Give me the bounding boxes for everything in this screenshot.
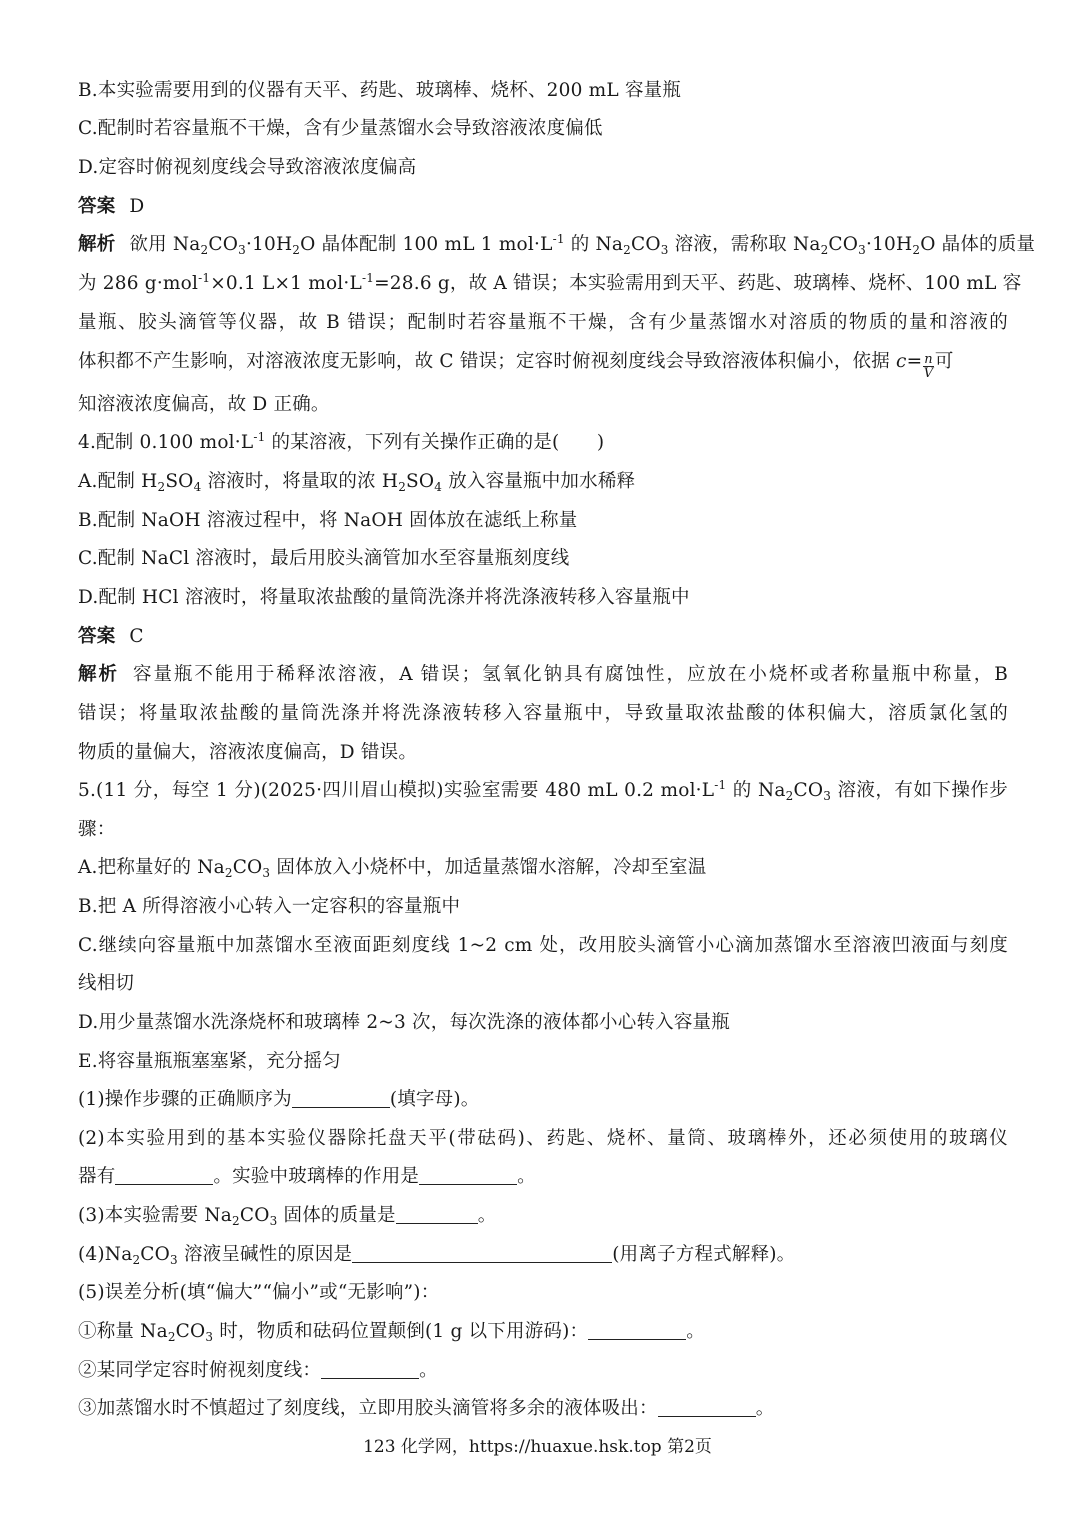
- q5-step-c-line-2: 线相切: [78, 973, 135, 994]
- q5-p2-mid: 。实验中玻璃棒的作用是: [213, 1166, 420, 1187]
- q5-p2-pre: 器有: [78, 1166, 116, 1187]
- analysis-label: 解析: [78, 234, 116, 255]
- text-segment: (3)本实验需要 Na: [78, 1205, 233, 1226]
- q3-option-d: D.定容时俯视刻度线会导致溶液浓度偏高: [78, 157, 417, 178]
- text-segment: ·10H: [245, 234, 293, 255]
- text-segment: 2: [785, 789, 794, 803]
- answer-blank-2a[interactable]: [115, 1166, 213, 1185]
- answer-blank-5a[interactable]: [588, 1321, 686, 1340]
- q3-analysis-line-2: [78, 271, 1022, 296]
- text-segment: CO: [208, 234, 239, 255]
- text-segment: -1: [198, 271, 211, 285]
- q5-e2-post: 。: [419, 1360, 438, 1381]
- answer-blank-2b[interactable]: [419, 1166, 517, 1185]
- text-segment: (4)Na: [78, 1244, 133, 1265]
- q5-p3-post: 。: [477, 1205, 497, 1226]
- answer-blank-3[interactable]: [396, 1205, 478, 1224]
- q5-p1-post: (填字母)。: [389, 1089, 480, 1110]
- q5-part-2-line-1: (2)本实验用到的基本实验仪器除托盘天平(带砝码)、药匙、烧杯、量筒、玻璃棒外，还必须使用的玻璃仪: [78, 1128, 1008, 1149]
- answer-label: 答案: [78, 196, 116, 217]
- text-segment: CO: [793, 780, 824, 801]
- fraction-denominator: V: [923, 366, 934, 381]
- answer-value: C: [129, 626, 144, 647]
- q3-analysis-line-1: [78, 232, 1036, 257]
- q5-p4-post: (用离子方程式解释)。: [612, 1244, 796, 1265]
- q4-analysis-line-3: 物质的量偏大，溶液浓度偏高，D 错误。: [78, 742, 418, 763]
- text-segment: CO: [232, 857, 263, 878]
- text-segment: O 晶体的质量: [920, 234, 1036, 255]
- q5-error-3: [78, 1397, 1008, 1421]
- text-segment: 3: [262, 866, 271, 880]
- q5-e1: [78, 1321, 588, 1342]
- text-segment: SO: [165, 471, 194, 492]
- text-segment: 4: [434, 480, 443, 494]
- q3-analysis-line-3: 量瓶、胶头滴管等仪器，故 B 错误；配制时若容量瓶不干燥，含有少量蒸馏水对溶质的物质的量和溶液的: [78, 312, 1008, 333]
- q4-analysis-line-1: [78, 663, 1008, 687]
- q4-option-d: D.配制 HCl 溶液时，将量取浓盐酸的量筒洗涤并将洗涤液转移入容量瓶中: [78, 587, 690, 608]
- text-segment: 2: [232, 1214, 240, 1228]
- text-segment: 溶液，需称取 Na: [668, 234, 821, 255]
- q3-a4-pre: 体积都不产生影响，对溶液浓度无影响，故 C 错误；定容时俯视刻度线会导致溶液体积偏小，依据: [78, 351, 897, 372]
- text-segment: 为 286 g·mol: [78, 273, 199, 294]
- answer-blank-5b[interactable]: [321, 1360, 419, 1379]
- text-segment: 放入容量瓶中加水稀释: [442, 471, 636, 492]
- fraction-numerator: n: [924, 352, 933, 367]
- q5-e3-post: 。: [755, 1398, 775, 1419]
- text-segment: 时，物质和砝码位置颠倒(1 g 以下用游码)：: [213, 1321, 589, 1342]
- text-segment: 2: [157, 480, 166, 494]
- q5-part-5: (5)误差分析(填“偏大”“偏小”或“无影响”)：: [78, 1282, 440, 1303]
- text-segment: CO: [631, 234, 661, 255]
- text-segment: 2: [398, 480, 407, 494]
- q4-stem: [78, 431, 1008, 455]
- text-segment: 4: [193, 480, 202, 494]
- text-segment: 欲用 Na: [129, 234, 201, 255]
- answer-value: D: [129, 196, 145, 217]
- q3-a4-post: 可: [934, 351, 954, 372]
- q5-step-d: D.用少量蒸馏水洗涤烧杯和玻璃棒 2~3 次，每次洗涤的液体都小心转入容量瓶: [78, 1012, 730, 1033]
- text-segment: 3: [205, 1330, 214, 1344]
- q5-p3: [78, 1205, 396, 1226]
- q5-error-2: [78, 1359, 1008, 1383]
- q5-p2-post: 。: [517, 1166, 536, 1187]
- text-segment: O 晶体配制 100 mL 1 mol·L: [300, 234, 553, 255]
- text-segment: 2: [623, 243, 632, 257]
- q5-step-a: [78, 856, 1008, 880]
- answer-blank-1[interactable]: [292, 1089, 390, 1108]
- text-segment: 2: [167, 1330, 176, 1344]
- q3-analysis-line-4: [78, 350, 1008, 380]
- text-segment: 3: [823, 789, 832, 803]
- text-segment: 2: [132, 1253, 141, 1267]
- text-segment: CO: [828, 234, 859, 255]
- text-segment: =28.6 g，故 A 错误；本实验需用到天平、药匙、玻璃棒、烧杯、100 mL 容: [374, 273, 1022, 294]
- text-segment: 2: [224, 866, 233, 880]
- text-segment: 3: [660, 243, 669, 257]
- q5-part-3: [78, 1204, 1008, 1228]
- text-segment: SO: [406, 471, 435, 492]
- q3-answer: [78, 195, 1008, 219]
- text-segment: A.把称量好的 Na: [78, 857, 225, 878]
- q5-e1-post: 。: [686, 1321, 705, 1342]
- text-segment: 固体的质量是: [277, 1205, 396, 1226]
- q4-a1: 容量瓶不能用于稀释浓溶液，A 错误；氢氧化钠具有腐蚀性，应放在小烧杯或者称量瓶中称量，B: [132, 664, 1008, 685]
- answer-label: 答案: [78, 626, 116, 647]
- text-segment: 3: [269, 1214, 278, 1228]
- text-segment: CO: [239, 1205, 270, 1226]
- text-segment: 3: [858, 243, 866, 257]
- q5-step-b: B.把 A 所得溶液小心转入一定容积的容量瓶中: [78, 896, 461, 917]
- text-segment: 5.(11 分，每空 1 分)(2025·四川眉山模拟)实验室需要 480 mL 0.2 mol·L: [78, 780, 715, 801]
- q4-answer: [78, 625, 1008, 649]
- q5-part-2-line-2: [78, 1165, 1008, 1189]
- q3-option-c: C.配制时若容量瓶不干燥，含有少量蒸馏水会导致溶液浓度偏低: [78, 118, 603, 139]
- text-segment: 2: [292, 243, 301, 257]
- text-segment: 4.配制 0.100 mol·L: [78, 432, 254, 453]
- text-segment: -1: [552, 232, 565, 246]
- q5-e3-pre: ③加蒸馏水时不慎超过了刻度线，立即用胶头滴管将多余的液体吸出：: [78, 1398, 658, 1419]
- q4-option-b: B.配制 NaOH 溶液过程中，将 NaOH 固体放在滤纸上称量: [78, 510, 578, 531]
- text-segment: ×0.1 L×1 mol·L: [210, 273, 362, 294]
- text-segment: ·10H: [866, 234, 913, 255]
- q5-stem-line-2: 骤：: [78, 819, 116, 840]
- q3-a1: [129, 234, 1035, 255]
- q5-error-1: [78, 1320, 1008, 1344]
- q5-part-4: [78, 1243, 1008, 1267]
- q5-part-1: [78, 1088, 1008, 1112]
- text-segment: 的某溶液，下列有关操作正确的是( ): [265, 432, 605, 453]
- q4-analysis-line-2: 错误；将量取浓盐酸的量筒洗涤并将洗涤液转移入容量瓶中，导致量取浓盐酸的体积偏大，溶质氯化氢的: [78, 703, 1008, 724]
- formula-fraction: [923, 353, 934, 380]
- text-segment: ①称量 Na: [78, 1321, 168, 1342]
- q5-p1-pre: (1)操作步骤的正确顺序为: [78, 1089, 292, 1110]
- text-segment: 2: [912, 243, 921, 257]
- text-segment: 的 Na: [564, 234, 624, 255]
- q5-step-c-line-1: C.继续向容量瓶中加蒸馏水至液面距刻度线 1~2 cm 处，改用胶头滴管小心滴加蒸馏水至溶液凹液面与刻度: [78, 935, 1008, 956]
- text-segment: CO: [175, 1321, 206, 1342]
- text-segment: 3: [238, 243, 246, 257]
- q5-step-e: E.将容量瓶瓶塞塞紧，充分摇匀: [78, 1051, 341, 1072]
- text-segment: 的 Na: [726, 780, 786, 801]
- analysis-label: 解析: [78, 664, 119, 685]
- text-segment: 固体放入小烧杯中，加适量蒸馏水溶解，冷却至室温: [270, 857, 707, 878]
- formula-c: c: [896, 351, 907, 372]
- answer-blank-4[interactable]: [352, 1244, 612, 1263]
- text-segment: A.配制 H: [78, 471, 158, 492]
- formula-eq: =: [906, 351, 923, 372]
- q4-option-a: [78, 470, 1008, 494]
- text-segment: 3: [170, 1253, 178, 1267]
- text-segment: -1: [362, 271, 375, 285]
- q3-option-b: B.本实验需要用到的仪器有天平、药匙、玻璃棒、烧杯、200 mL 容量瓶: [78, 80, 682, 101]
- answer-blank-5c[interactable]: [658, 1398, 756, 1417]
- q5-p4: [78, 1244, 352, 1265]
- text-segment: -1: [714, 778, 727, 792]
- text-segment: 溶液，有如下操作步: [831, 780, 1008, 801]
- page-footer: 123 化学网，https://huaxue.hsk.top 第2页: [363, 1437, 712, 1457]
- text-segment: CO: [140, 1244, 171, 1265]
- q5-e2-pre: ②某同学定容时俯视刻度线：: [78, 1360, 322, 1381]
- text-segment: 溶液呈碱性的原因是: [177, 1244, 353, 1265]
- q4-option-c: C.配制 NaCl 溶液时，最后用胶头滴管加水至容量瓶刻度线: [78, 548, 570, 569]
- q3-analysis-line-5: 知溶液浓度偏高，故 D 正确。: [78, 394, 330, 415]
- text-segment: 2: [820, 243, 829, 257]
- text-segment: -1: [253, 430, 266, 444]
- text-segment: 溶液时，将量取的浓 H: [201, 471, 399, 492]
- q5-stem-line-1: [78, 779, 1008, 803]
- text-segment: 2: [200, 243, 209, 257]
